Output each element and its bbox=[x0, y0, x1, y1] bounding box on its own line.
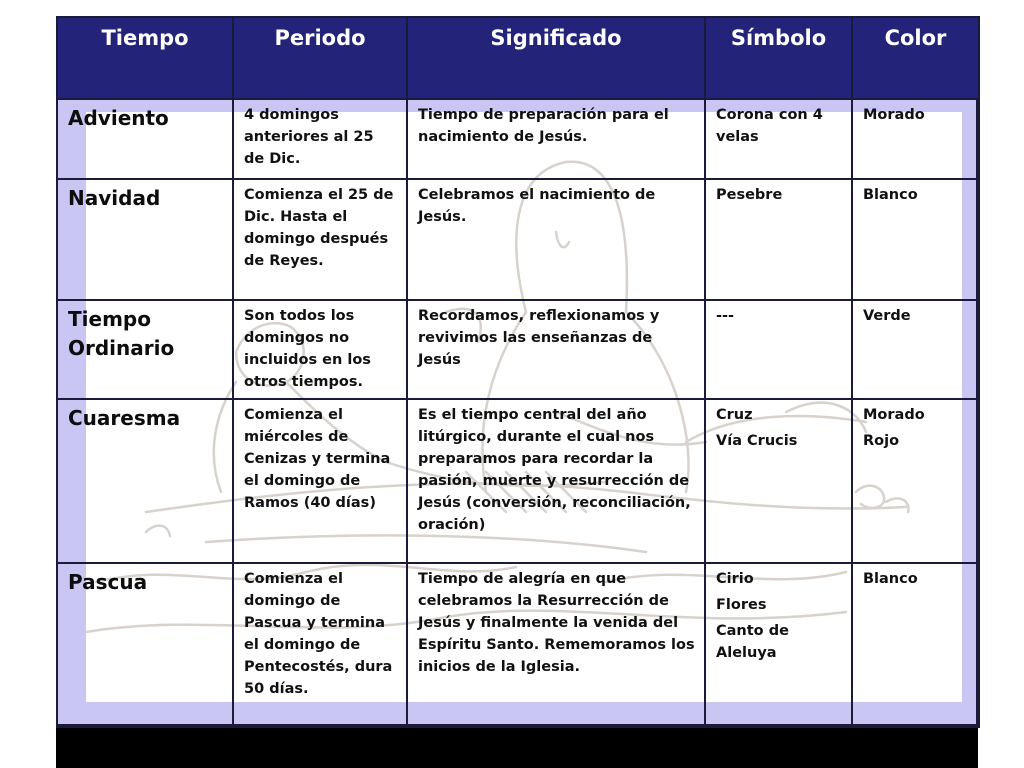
cell-periodo bbox=[233, 300, 407, 399]
cell-significado bbox=[407, 99, 705, 179]
tiempo-label: Cuaresma bbox=[68, 406, 181, 430]
cell-periodo bbox=[233, 563, 407, 727]
cell-simbolo bbox=[705, 179, 852, 300]
tiempo-label: Tiempo Ordinario bbox=[68, 307, 175, 360]
simbolo-item: Pesebre bbox=[716, 187, 783, 203]
header-tiempo: Tiempo bbox=[57, 17, 233, 99]
simbolo-item: --- bbox=[716, 308, 735, 324]
color-item: Rojo bbox=[863, 433, 900, 449]
cell-significado bbox=[407, 300, 705, 399]
color-item: Morado bbox=[863, 407, 925, 423]
header-row bbox=[57, 17, 979, 99]
periodo-text: Comienza el miércoles de Cenizas y termina el domingo de Ramos (40 días) bbox=[244, 407, 391, 511]
cell-simbolo bbox=[705, 300, 852, 399]
simbolo-item: Corona con 4 velas bbox=[716, 107, 823, 145]
cell-color bbox=[852, 99, 979, 179]
table-row bbox=[57, 399, 979, 563]
periodo-text: Comienza el domingo de Pascua y termina el domingo de Pentecostés, dura 50 días. bbox=[244, 571, 393, 697]
header-periodo: Periodo bbox=[233, 17, 407, 99]
table-row bbox=[57, 300, 979, 399]
slide bbox=[56, 16, 978, 768]
cell-simbolo bbox=[705, 399, 852, 563]
simbolo-item: Flores bbox=[716, 597, 767, 613]
simbolo-item: Cruz bbox=[716, 407, 753, 423]
cell-periodo bbox=[233, 179, 407, 300]
significado-text: Tiempo de preparación para el nacimiento de Jesús. bbox=[418, 107, 669, 145]
cell-color bbox=[852, 300, 979, 399]
cell-simbolo bbox=[705, 563, 852, 727]
significado-text: Celebramos el nacimiento de Jesús. bbox=[418, 187, 656, 225]
color-item: Morado bbox=[863, 107, 925, 123]
significado-text: Recordamos, reflexionamos y revivimos las enseñanzas de Jesús bbox=[418, 308, 660, 368]
significado-text: Tiempo de alegría en que celebramos la Resurrección de Jesús y finalmente la venida del Espíritu Santo. Rememoramos los inicios de la Iglesia. bbox=[418, 571, 695, 675]
cell-color bbox=[852, 179, 979, 300]
tiempo-label: Adviento bbox=[68, 106, 169, 130]
header-simbolo: Símbolo bbox=[705, 17, 852, 99]
periodo-text: 4 domingos anteriores al 25 de Dic. bbox=[244, 107, 374, 167]
cell-significado bbox=[407, 399, 705, 563]
significado-text: Es el tiempo central del año litúrgico, durante el cual nos preparamos para recordar la pasión, muerte y resurrección de Jesús (conversión, reconciliación, oración) bbox=[418, 407, 691, 533]
header-significado: Significado bbox=[407, 17, 705, 99]
header-color: Color bbox=[852, 17, 979, 99]
cell-periodo bbox=[233, 399, 407, 563]
cell-significado bbox=[407, 563, 705, 727]
table-row bbox=[57, 563, 979, 727]
cell-color bbox=[852, 399, 979, 563]
color-item: Blanco bbox=[863, 187, 918, 203]
periodo-text: Son todos los domingos no incluidos en los otros tiempos. bbox=[244, 308, 371, 390]
table-row bbox=[57, 99, 979, 179]
cell-tiempo bbox=[57, 563, 233, 727]
cell-tiempo bbox=[57, 300, 233, 399]
color-item: Blanco bbox=[863, 571, 918, 587]
simbolo-item: Canto de Aleluya bbox=[716, 623, 789, 661]
cell-tiempo bbox=[57, 99, 233, 179]
cell-tiempo bbox=[57, 179, 233, 300]
cell-simbolo bbox=[705, 99, 852, 179]
color-item: Verde bbox=[863, 308, 911, 324]
table-row bbox=[57, 179, 979, 300]
periodo-text: Comienza el 25 de Dic. Hasta el domingo después de Reyes. bbox=[244, 187, 394, 269]
tiempo-label: Pascua bbox=[68, 570, 148, 594]
cell-color bbox=[852, 563, 979, 727]
cell-periodo bbox=[233, 99, 407, 179]
cell-significado bbox=[407, 179, 705, 300]
simbolo-item: Vía Crucis bbox=[716, 433, 798, 449]
liturgical-calendar-table bbox=[56, 16, 980, 728]
simbolo-item: Cirio bbox=[716, 571, 754, 587]
cell-tiempo bbox=[57, 399, 233, 563]
tiempo-label: Navidad bbox=[68, 186, 161, 210]
